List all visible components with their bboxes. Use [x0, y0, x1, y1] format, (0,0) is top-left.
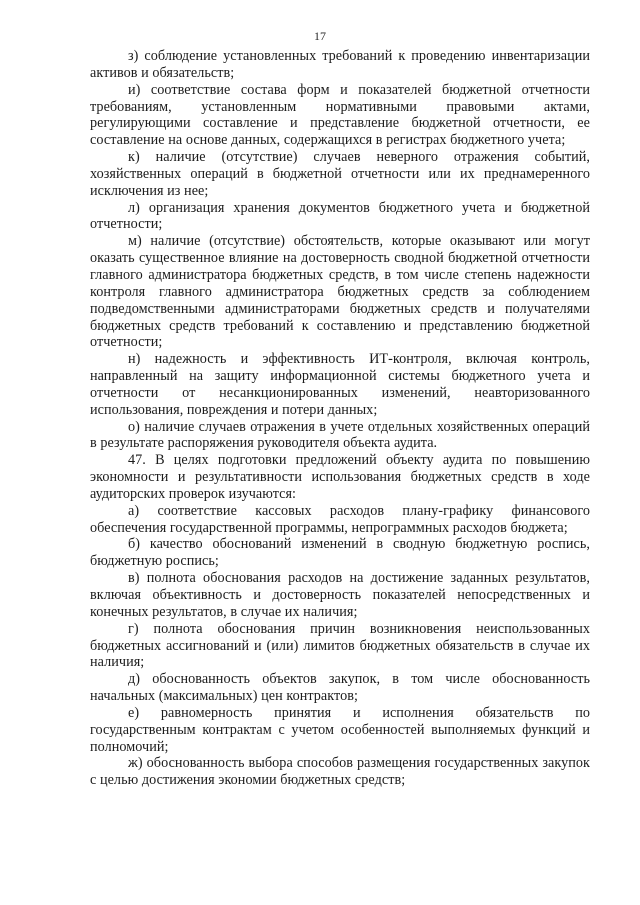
- paragraph-m-material-circumstances: м) наличие (отсутствие) обстоятельств, которые оказывают или могут оказать существенное влияние на достоверность сводной бюджетной отчетности главного администратора бюджетных средств, в том числе степень надежности контроля главного администратора бюджетных средств за соблюдением подведомственными администраторами бюджетных средств и получателями бюджетных средств требований к составлению и представлению бюджетной отчетности;: [90, 233, 590, 351]
- page-number: 17: [314, 29, 326, 43]
- paragraph-n-it-control: н) надежность и эффективность ИТ-контроля, включая контроль, направленный на защиту информационной системы бюджетного учета и отчетности от несанкционированных изменений, неавторизованного использования, повреждения и потери данных;: [90, 351, 590, 418]
- paragraph-v-results-justification: в) полнота обоснования расходов на достижение заданных результатов, включая объективность и достоверность показателей непосредственных и конечных результатов, в случае их наличия;: [90, 570, 590, 620]
- paragraph-d-procurement-objects: д) обоснованность объектов закупок, в том числе обоснованность начальных (максимальных) цен контрактов;: [90, 671, 590, 705]
- paragraph-47-intro: 47. В целях подготовки предложений объекту аудита по повышению экономности и результативности использования бюджетных средств в ходе аудиторских проверок изучаются:: [90, 452, 590, 502]
- paragraph-a-cash-expenses: а) соответствие кассовых расходов плану-графику финансового обеспечения государственной программы, непрограммных расходов бюджета;: [90, 502, 590, 536]
- paragraph-k-misstatements: к) наличие (отсутствие) случаев неверного отражения событий, хозяйственных операций в бюджетной отчетности или их преднамеренного исключения из нее;: [90, 149, 590, 199]
- paragraph-e-contract-obligations: е) равномерность принятия и исполнения обязательств по государственным контрактам с учетом особенностей выполняемых функций и полномочий;: [90, 704, 590, 755]
- paragraph-i-reporting-forms: и) соответствие состава форм и показателей бюджетной отчетности требованиям, установленным нормативными правовыми актами, регулирующими составление и представление бюджетной отчетности, ее составление на основе данных, содержащихся в регистрах бюджетного учета;: [90, 81, 590, 149]
- paragraph-l-document-storage: л) организация хранения документов бюджетного учета и бюджетной отчетности;: [90, 199, 590, 233]
- paragraph-zh-procurement-methods: ж) обоснованность выбора способов размещения государственных закупок с целью достижения экономии бюджетных средств;: [90, 755, 590, 789]
- paragraph-o-manager-directed-entries: о) наличие случаев отражения в учете отдельных хозяйственных операций в результате распоряжения руководителя объекта аудита.: [90, 418, 590, 452]
- paragraph-g-unused-allocations: г) полнота обоснования причин возникновения неиспользованных бюджетных ассигнований и (или) лимитов бюджетных обязательств в случае их наличия;: [90, 620, 590, 671]
- paragraph-z-inventory: з) соблюдение установленных требований к проведению инвентаризации активов и обязательств;: [90, 48, 590, 81]
- document-body: [90, 48, 590, 789]
- paragraph-b-budget-list-changes: б) качество обоснований изменений в сводную бюджетную роспись, бюджетную роспись;: [90, 536, 590, 570]
